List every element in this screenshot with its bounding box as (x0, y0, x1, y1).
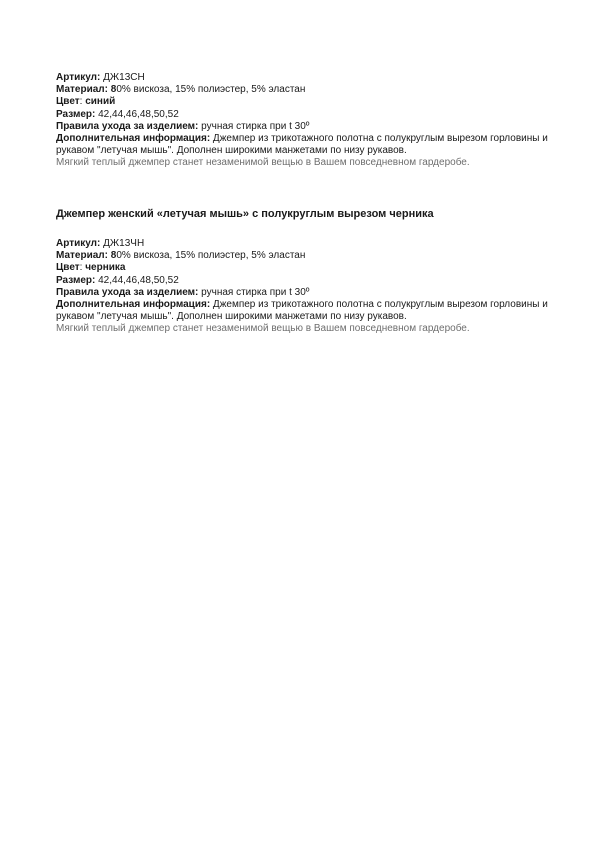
color-row (56, 96, 556, 108)
material-row (56, 84, 556, 96)
article-label: Артикул: (56, 238, 101, 249)
size-value: 42,44,46,48,50,52 (95, 274, 179, 286)
info-value: Джемпер из трикотажного полотна с полукруглым вырезом горловины и рукавом "летучая мышь". Дополнен широкими манжетами по низу рукавов. (56, 299, 548, 323)
color-label: Цвет (56, 262, 80, 274)
article-row (56, 72, 556, 84)
info-row (56, 299, 556, 323)
color-value: черника (85, 262, 126, 274)
info-label: Дополнительная информация: (56, 133, 211, 145)
care-row (56, 287, 556, 299)
description-note: Мягкий теплый джемпер станет незаменимой вещью в Вашем повседневном гардеробе. (56, 157, 470, 169)
material-label: Материал: 8 (56, 84, 117, 96)
product-block-1 (56, 72, 556, 170)
size-value: 42,44,46,48,50,52 (95, 108, 179, 120)
size-label: Размер: (56, 274, 96, 286)
size-row (56, 109, 556, 121)
info-row (56, 133, 556, 157)
product-title: Джемпер женский «летучая мышь» с полукруглым вырезом черника (56, 208, 434, 220)
color-separator: : (79, 262, 86, 274)
material-label: Материал: 8 (56, 250, 117, 262)
care-row (56, 121, 556, 133)
material-row (56, 250, 556, 262)
color-value: синий (85, 96, 116, 108)
product-block-2 (56, 208, 556, 336)
color-row (56, 262, 556, 274)
care-label: Правила ухода за изделием: (56, 120, 199, 132)
description-note: Мягкий теплый джемпер станет незаменимой вещью в Вашем повседневном гардеробе. (56, 323, 470, 335)
info-label: Дополнительная информация: (56, 299, 211, 311)
care-value: ручная стирка при t 30º (198, 120, 310, 132)
care-label: Правила ухода за изделием: (56, 286, 199, 298)
article-value: ДЖ13СН (100, 72, 145, 83)
info-value: Джемпер из трикотажного полотна с полукруглым вырезом горловины и рукавом "летучая мышь". Дополнен широкими манжетами по низу рукавов. (56, 133, 548, 157)
color-separator: : (79, 96, 86, 108)
material-value: 0% вискоза, 15% полиэстер, 5% эластан (116, 84, 306, 96)
color-label: Цвет (56, 96, 80, 108)
size-row (56, 275, 556, 287)
article-row (56, 238, 556, 250)
article-label: Артикул: (56, 72, 101, 83)
article-value: ДЖ13ЧН (100, 238, 145, 249)
material-value: 0% вискоза, 15% полиэстер, 5% эластан (116, 250, 306, 262)
care-value: ручная стирка при t 30º (198, 286, 310, 298)
size-label: Размер: (56, 108, 96, 120)
